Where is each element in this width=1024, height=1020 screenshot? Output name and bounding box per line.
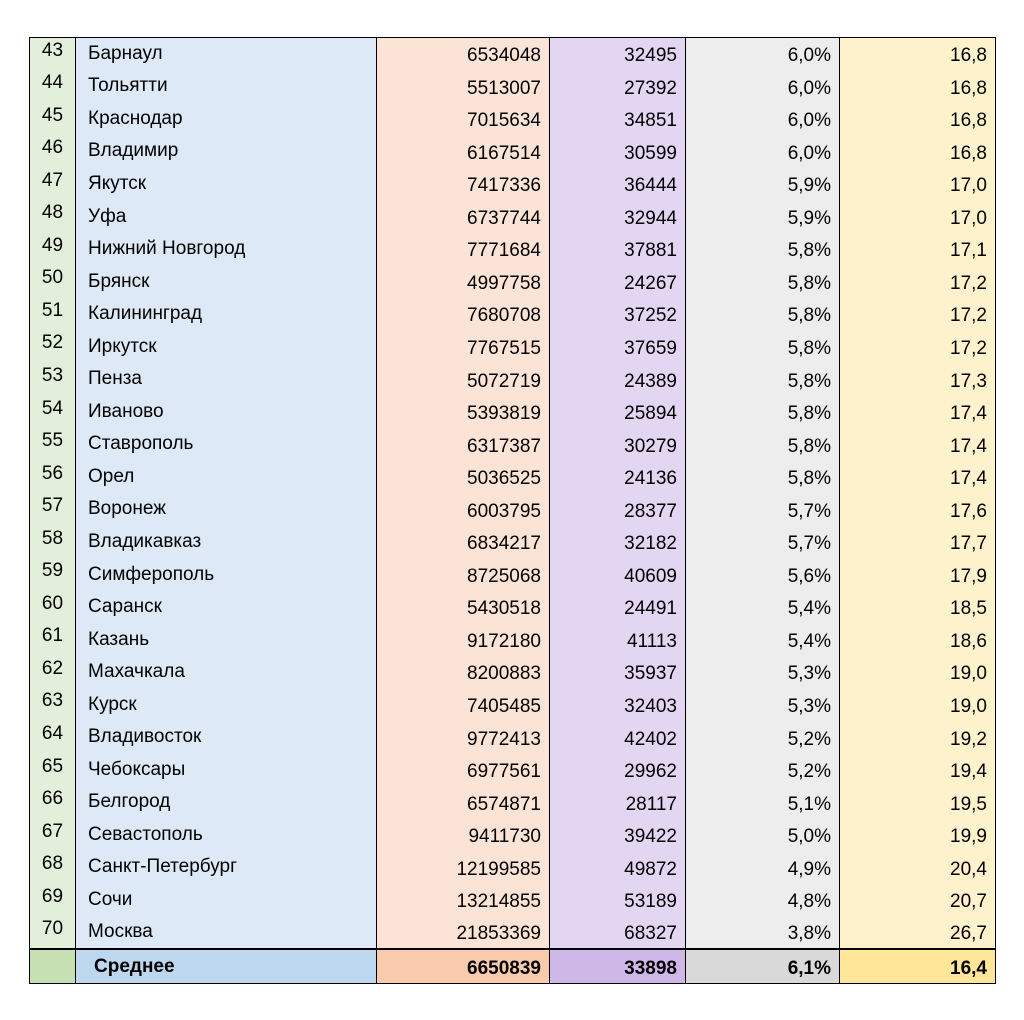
- price-cell: 6003795: [377, 493, 550, 526]
- percent-cell: 5,6%: [686, 558, 840, 591]
- price-cell: 5513007: [377, 70, 550, 103]
- city-cell: Ставрополь: [76, 428, 377, 461]
- price-cell: 6317387: [377, 428, 550, 461]
- table-row: [30, 363, 996, 396]
- percent-cell: 5,1%: [686, 786, 840, 819]
- years-cell: 16,8: [840, 135, 996, 168]
- years-cell: 17,0: [840, 200, 996, 233]
- city-ranking-table: [29, 37, 996, 984]
- price-cell: 5393819: [377, 396, 550, 429]
- city-cell: Москва: [76, 916, 377, 949]
- table-row: [30, 754, 996, 787]
- rank-cell: 49: [30, 233, 76, 266]
- rank-cell: 45: [30, 103, 76, 136]
- table-row: [30, 70, 996, 103]
- city-cell: Курск: [76, 688, 377, 721]
- years-cell: 18,5: [840, 591, 996, 624]
- price-cell: 7771684: [377, 233, 550, 266]
- price-cell: 6977561: [377, 754, 550, 787]
- price-cell: 4997758: [377, 265, 550, 298]
- price-per-m2-cell: 53189: [550, 884, 686, 917]
- percent-cell: 4,8%: [686, 884, 840, 917]
- rank-cell: 48: [30, 200, 76, 233]
- city-cell: Иваново: [76, 396, 377, 429]
- table-row: [30, 721, 996, 754]
- table-body: [30, 38, 996, 949]
- city-cell: Тольятти: [76, 70, 377, 103]
- table-row: [30, 233, 996, 266]
- years-cell: 19,5: [840, 786, 996, 819]
- price-per-m2-cell: 37659: [550, 330, 686, 363]
- price-cell: 5430518: [377, 591, 550, 624]
- rank-cell: 43: [30, 38, 76, 71]
- table-row: [30, 461, 996, 494]
- city-cell: Саранск: [76, 591, 377, 624]
- percent-cell: 5,8%: [686, 265, 840, 298]
- price-per-m2-cell: 28117: [550, 786, 686, 819]
- price-per-m2-cell: 32182: [550, 526, 686, 559]
- price-per-m2-cell: 24136: [550, 461, 686, 494]
- percent-cell: 4,9%: [686, 851, 840, 884]
- city-cell: Уфа: [76, 200, 377, 233]
- rank-cell: 63: [30, 688, 76, 721]
- percent-cell: 5,8%: [686, 363, 840, 396]
- percent-cell: 6,0%: [686, 70, 840, 103]
- price-per-m2-cell: 37252: [550, 298, 686, 331]
- rank-cell: 61: [30, 623, 76, 656]
- city-cell: Чебоксары: [76, 754, 377, 787]
- city-cell: Брянск: [76, 265, 377, 298]
- percent-cell: 5,0%: [686, 819, 840, 852]
- average-row: [30, 949, 996, 984]
- years-cell: 20,4: [840, 851, 996, 884]
- years-cell: 19,0: [840, 656, 996, 689]
- table-row: [30, 396, 996, 429]
- rank-cell: 65: [30, 754, 76, 787]
- table-row: [30, 135, 996, 168]
- table-row: [30, 38, 996, 71]
- price-cell: 8200883: [377, 656, 550, 689]
- city-cell: Нижний Новгород: [76, 233, 377, 266]
- table-row: [30, 265, 996, 298]
- table-row: [30, 428, 996, 461]
- rank-cell: 46: [30, 135, 76, 168]
- years-cell: 17,4: [840, 396, 996, 429]
- rank-cell: 68: [30, 851, 76, 884]
- years-cell: 17,0: [840, 168, 996, 201]
- price-cell: 21853369: [377, 916, 550, 949]
- price-cell: 7767515: [377, 330, 550, 363]
- percent-cell: 6,0%: [686, 135, 840, 168]
- years-cell: 16,8: [840, 38, 996, 71]
- price-cell: 7405485: [377, 688, 550, 721]
- price-cell: 6834217: [377, 526, 550, 559]
- rank-cell: 57: [30, 493, 76, 526]
- price-cell: 12199585: [377, 851, 550, 884]
- table-row: [30, 493, 996, 526]
- table-row: [30, 558, 996, 591]
- city-cell: Симферополь: [76, 558, 377, 591]
- table-row: [30, 688, 996, 721]
- table-row: [30, 884, 996, 917]
- price-cell: 6574871: [377, 786, 550, 819]
- city-cell: Махачкала: [76, 656, 377, 689]
- years-cell: 17,4: [840, 428, 996, 461]
- city-cell: Казань: [76, 623, 377, 656]
- years-cell: 17,2: [840, 298, 996, 331]
- average-rank-cell: [30, 949, 76, 984]
- rank-cell: 66: [30, 786, 76, 819]
- percent-cell: 5,9%: [686, 168, 840, 201]
- price-per-m2-cell: 24389: [550, 363, 686, 396]
- table-row: [30, 298, 996, 331]
- average-pct: 6,1%: [686, 949, 840, 984]
- percent-cell: 5,7%: [686, 493, 840, 526]
- price-cell: 6534048: [377, 38, 550, 71]
- percent-cell: 5,7%: [686, 526, 840, 559]
- percent-cell: 6,0%: [686, 38, 840, 71]
- table-row: [30, 103, 996, 136]
- table-row: [30, 819, 996, 852]
- table-row: [30, 851, 996, 884]
- rank-cell: 69: [30, 884, 76, 917]
- price-cell: 6167514: [377, 135, 550, 168]
- years-cell: 16,8: [840, 103, 996, 136]
- price-cell: 13214855: [377, 884, 550, 917]
- price-per-m2-cell: 25894: [550, 396, 686, 429]
- rank-cell: 67: [30, 819, 76, 852]
- rank-cell: 62: [30, 656, 76, 689]
- price-cell: 9772413: [377, 721, 550, 754]
- percent-cell: 5,3%: [686, 656, 840, 689]
- city-cell: Краснодар: [76, 103, 377, 136]
- table-row: [30, 200, 996, 233]
- years-cell: 17,3: [840, 363, 996, 396]
- city-cell: Белгород: [76, 786, 377, 819]
- percent-cell: 5,4%: [686, 591, 840, 624]
- percent-cell: 5,2%: [686, 754, 840, 787]
- price-per-m2-cell: 49872: [550, 851, 686, 884]
- rank-cell: 52: [30, 330, 76, 363]
- price-per-m2-cell: 36444: [550, 168, 686, 201]
- city-cell: Пенза: [76, 363, 377, 396]
- price-per-m2-cell: 40609: [550, 558, 686, 591]
- price-cell: 9172180: [377, 623, 550, 656]
- price-per-m2-cell: 32403: [550, 688, 686, 721]
- years-cell: 17,7: [840, 526, 996, 559]
- years-cell: 17,9: [840, 558, 996, 591]
- price-cell: 6737744: [377, 200, 550, 233]
- price-cell: 7680708: [377, 298, 550, 331]
- table-row: [30, 656, 996, 689]
- rank-cell: 50: [30, 265, 76, 298]
- years-cell: 20,7: [840, 884, 996, 917]
- city-cell: Санкт-Петербург: [76, 851, 377, 884]
- rank-cell: 51: [30, 298, 76, 331]
- price-per-m2-cell: 30599: [550, 135, 686, 168]
- percent-cell: 5,8%: [686, 428, 840, 461]
- average-price: 6650839: [377, 949, 550, 984]
- price-per-m2-cell: 32944: [550, 200, 686, 233]
- city-cell: Орел: [76, 461, 377, 494]
- average-m2: 33898: [550, 949, 686, 984]
- rank-cell: 58: [30, 526, 76, 559]
- percent-cell: 5,8%: [686, 330, 840, 363]
- percent-cell: 5,4%: [686, 623, 840, 656]
- table-row: [30, 591, 996, 624]
- average-years: 16,4: [840, 949, 996, 984]
- price-per-m2-cell: 24491: [550, 591, 686, 624]
- rank-cell: 70: [30, 916, 76, 949]
- years-cell: 17,6: [840, 493, 996, 526]
- price-per-m2-cell: 34851: [550, 103, 686, 136]
- price-per-m2-cell: 35937: [550, 656, 686, 689]
- price-cell: 5036525: [377, 461, 550, 494]
- percent-cell: 5,8%: [686, 396, 840, 429]
- percent-cell: 5,8%: [686, 298, 840, 331]
- percent-cell: 5,8%: [686, 461, 840, 494]
- rank-cell: 53: [30, 363, 76, 396]
- price-per-m2-cell: 39422: [550, 819, 686, 852]
- price-per-m2-cell: 24267: [550, 265, 686, 298]
- price-cell: 5072719: [377, 363, 550, 396]
- percent-cell: 6,0%: [686, 103, 840, 136]
- city-cell: Владимир: [76, 135, 377, 168]
- table-row: [30, 623, 996, 656]
- price-per-m2-cell: 30279: [550, 428, 686, 461]
- years-cell: 19,4: [840, 754, 996, 787]
- price-cell: 7417336: [377, 168, 550, 201]
- city-cell: Барнаул: [76, 38, 377, 71]
- rank-cell: 54: [30, 396, 76, 429]
- years-cell: 26,7: [840, 916, 996, 949]
- city-cell: Калининград: [76, 298, 377, 331]
- table-row: [30, 330, 996, 363]
- table-row: [30, 168, 996, 201]
- rank-cell: 44: [30, 70, 76, 103]
- years-cell: 19,2: [840, 721, 996, 754]
- price-cell: 7015634: [377, 103, 550, 136]
- rank-cell: 55: [30, 428, 76, 461]
- city-cell: Владикавказ: [76, 526, 377, 559]
- percent-cell: 5,8%: [686, 233, 840, 266]
- price-per-m2-cell: 37881: [550, 233, 686, 266]
- table-row: [30, 786, 996, 819]
- years-cell: 17,2: [840, 330, 996, 363]
- years-cell: 17,1: [840, 233, 996, 266]
- years-cell: 16,8: [840, 70, 996, 103]
- city-cell: Сочи: [76, 884, 377, 917]
- price-per-m2-cell: 41113: [550, 623, 686, 656]
- price-per-m2-cell: 32495: [550, 38, 686, 71]
- percent-cell: 5,2%: [686, 721, 840, 754]
- percent-cell: 3,8%: [686, 916, 840, 949]
- price-per-m2-cell: 27392: [550, 70, 686, 103]
- city-cell: Севастополь: [76, 819, 377, 852]
- city-cell: Иркутск: [76, 330, 377, 363]
- years-cell: 17,2: [840, 265, 996, 298]
- rank-cell: 64: [30, 721, 76, 754]
- price-per-m2-cell: 42402: [550, 721, 686, 754]
- price-per-m2-cell: 68327: [550, 916, 686, 949]
- table-row: [30, 916, 996, 949]
- city-cell: Владивосток: [76, 721, 377, 754]
- table-row: [30, 526, 996, 559]
- city-cell: Воронеж: [76, 493, 377, 526]
- percent-cell: 5,9%: [686, 200, 840, 233]
- price-per-m2-cell: 28377: [550, 493, 686, 526]
- average-label: Среднее: [76, 949, 377, 984]
- years-cell: 19,9: [840, 819, 996, 852]
- price-cell: 8725068: [377, 558, 550, 591]
- rank-cell: 60: [30, 591, 76, 624]
- rank-cell: 59: [30, 558, 76, 591]
- rank-cell: 56: [30, 461, 76, 494]
- years-cell: 18,6: [840, 623, 996, 656]
- years-cell: 17,4: [840, 461, 996, 494]
- percent-cell: 5,3%: [686, 688, 840, 721]
- price-cell: 9411730: [377, 819, 550, 852]
- rank-cell: 47: [30, 168, 76, 201]
- price-per-m2-cell: 29962: [550, 754, 686, 787]
- city-cell: Якутск: [76, 168, 377, 201]
- years-cell: 19,0: [840, 688, 996, 721]
